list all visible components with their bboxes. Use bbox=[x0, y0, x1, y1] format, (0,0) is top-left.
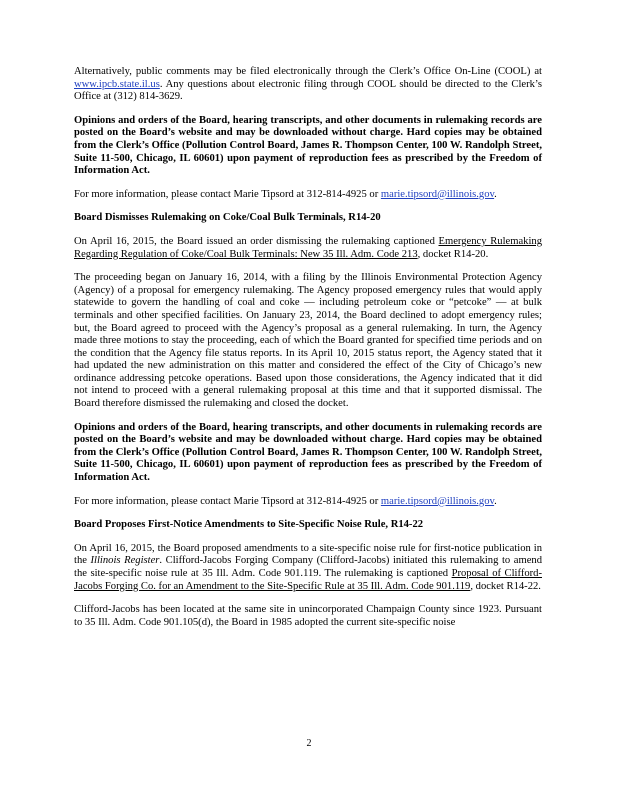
section2-text-c: , docket R14-22. bbox=[470, 580, 541, 592]
notice-paragraph-1: Opinions and orders of the Board, hearing transcripts, and other documents in rulemaking records are posted on the Board’s website and may be downloaded without charge. Hard copies may be obtained from the Clerk’s Office (Pollution Control Board, James R. Thompson Center, 100 W. Randolph Street, Suite 11-500, Chicago, IL 60601) upon payment of reproduction fees as prescribed by the Freedom of Information Act. bbox=[74, 114, 542, 177]
section-heading-proposes: Board Proposes First-Notice Amendments to Site-Specific Noise Rule, R14-22 bbox=[74, 519, 424, 531]
section1-text-a: On April 16, 2015, the Board issued an order dismissing the rulemaking captioned bbox=[74, 235, 439, 247]
section2-paragraph-2: Clifford-Jacobs has been located at the same site in unincorporated Champaign County since 1923. Pursuant to 35 Ill. Adm. Code 901.105(d), the Board in 1985 adopted the current site-specific noise bbox=[74, 604, 542, 628]
contact2-text-a: For more information, please contact Marie Tipsord at 312-814-4925 or bbox=[74, 495, 381, 507]
illinois-register-title: Illinois Register bbox=[90, 555, 160, 567]
section1-paragraph-2: The proceeding began on January 16, 2014, with a filing by the Illinois Environmental Protection Agency (Agency) of a proposal for emergency rulemaking. The Agency proposed emergency rules that would apply statewide to govern the handling of coal and coke — including petroleum coke or “petcoke” — at bulk terminals and other specified facilities. On January 23, 2014, the Board declined to adopt emergency rules; but, the Board agreed to proceed with the Agency’s proposal as a general rulemaking. In turn, the Agency made three motions to stay the proceeding, each of which the Board granted for specified time periods and on the condition that the Agency file status reports. In its April 10, 2015 status report, the Agency stated that it had updated the new administration on this matter and considered the effect of the City of Chicago’s new ordinance addressing petcoke operations. Based upon those considerations, the Agency indicated that it did not intend to proceed with a general rulemaking proposal at this time and that it supported dismissal. The Board therefore dismissed the rulemaking and closed the docket. bbox=[74, 272, 542, 410]
contact-text-a: For more information, please contact Marie Tipsord at 312-814-4925 or bbox=[74, 188, 381, 200]
filing-paragraph bbox=[74, 66, 542, 104]
email-link-2[interactable]: marie.tipsord@illinois.gov bbox=[380, 495, 495, 507]
rulemaking-caption-r14-20: Emergency Rulemaking Regarding Regulation of Coke/Coal Bulk Terminals: New 35 Ill. Adm. Code 213 bbox=[74, 235, 542, 260]
section1-paragraph-1 bbox=[74, 236, 542, 261]
contact-text-b: . bbox=[494, 188, 497, 200]
section1-text-b: , docket R14-20. bbox=[417, 248, 489, 260]
section-heading-dismisses: Board Dismisses Rulemaking on Coke/Coal Bulk Terminals, R14-20 bbox=[74, 212, 381, 224]
contact-paragraph-1 bbox=[74, 189, 542, 202]
section2-paragraph-1 bbox=[74, 543, 542, 593]
section2-text-b: . Clifford-Jacobs Forging Company (Clifford-Jacobs) initiated this rulemaking to amend the site-specific noise rule at 35 Ill. Adm. Code 901.119. The rulemaking is captioned bbox=[74, 555, 542, 579]
filing-text-b: . Any questions about electronic filing through COOL should be directed to the Clerk’s Office at (312) 814-3629. bbox=[74, 78, 542, 103]
page-content bbox=[74, 66, 542, 640]
ipcb-website-link[interactable]: www.ipcb.state.il.us bbox=[74, 78, 160, 90]
filing-text-a: Alternatively, public comments may be filed electronically through the Clerk’s Office On-Line (COOL) at bbox=[74, 66, 542, 77]
rulemaking-caption-r14-22: Proposal of Clifford-Jacobs Forging Co. for an Amendment to the Site-Specific Rule at 35 Ill. Adm. Code 901.119 bbox=[74, 568, 542, 592]
section2-text-a: On April 16, 2015, the Board proposed amendments to a site-specific noise rule for first-notice publication in the bbox=[74, 542, 542, 567]
notice-paragraph-2: Opinions and orders of the Board, hearing transcripts, and other documents in rulemaking records are posted on the Board’s website and may be downloaded without charge. Hard copies may be obtained from the Clerk’s Office (Pollution Control Board, James R. Thompson Center, 100 W. Randolph Street, Suite 11-500, Chicago, IL 60601) upon payment of reproduction fees as prescribed by the Freedom of Information Act. bbox=[74, 421, 542, 484]
contact-paragraph-2 bbox=[74, 496, 542, 509]
contact2-text-b: . bbox=[494, 495, 497, 507]
page-number: 2 bbox=[306, 738, 312, 749]
email-link-1[interactable]: marie.tipsord@illinois.gov bbox=[380, 188, 495, 200]
